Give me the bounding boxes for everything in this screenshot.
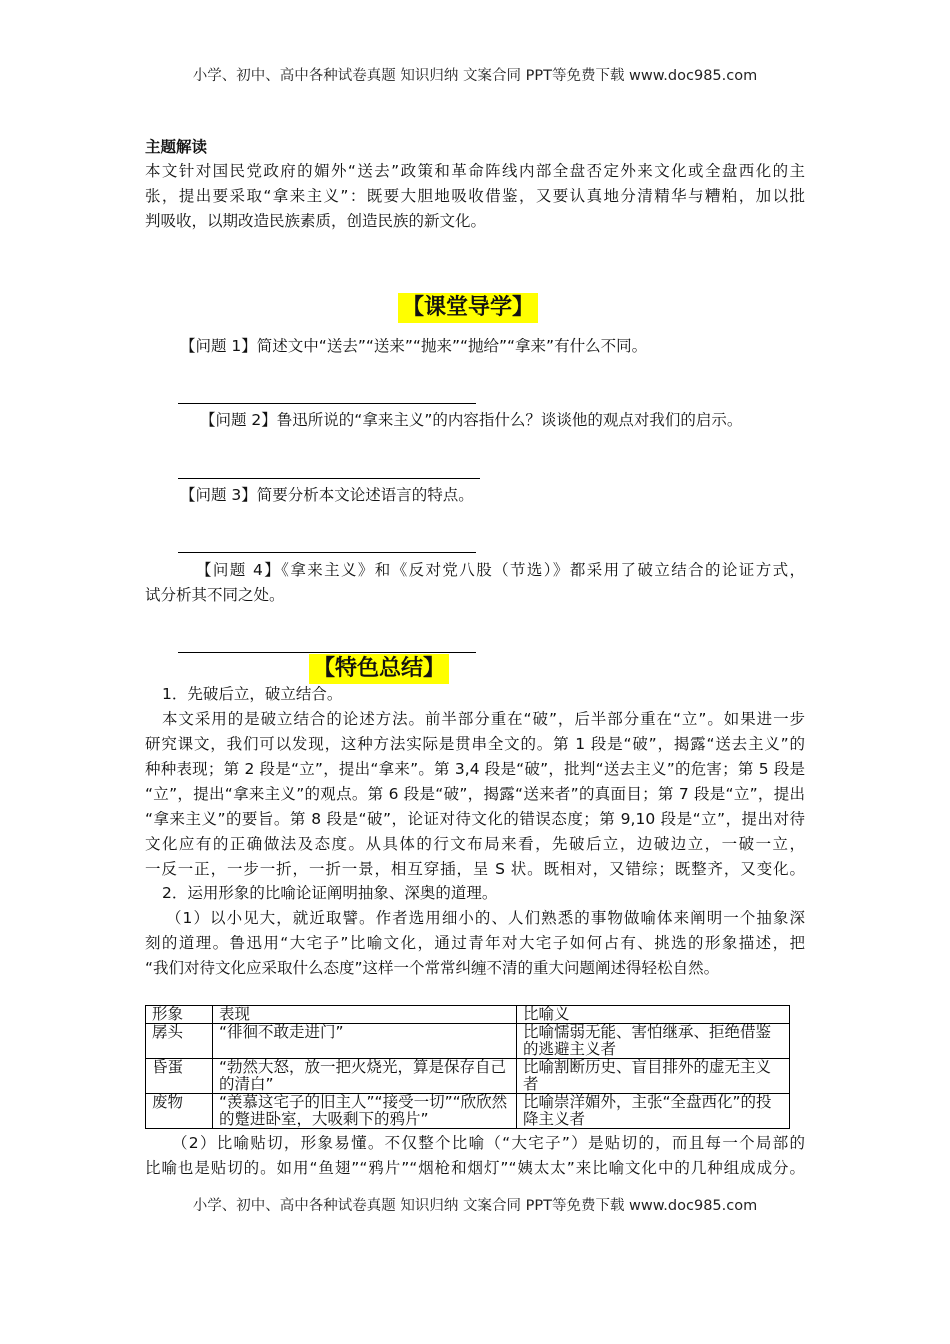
table-cell: “徘徊不敢走进门” [213, 1024, 517, 1059]
answer-line [178, 552, 476, 553]
answer-line [178, 478, 480, 479]
summary-heading: 【特色总结】 [309, 654, 449, 684]
metaphor-table [145, 1005, 790, 1129]
table-cell: 孱头 [146, 1024, 213, 1059]
table-header: 比喻义 [517, 1006, 790, 1024]
point-1-heading: 1．先破后立，破立结合。 [162, 685, 343, 703]
table-header: 表现 [213, 1006, 517, 1024]
point-1-line: 文化应有的正确做法及态度。从具体的行文布局来看，先破后立，边破边立，一破一立， [145, 835, 805, 853]
point-1-line: 种种表现；第 2 段是“立”，提出“拿来”。第 3,4 段是“破”，批判“送去主义”的危害；第 5 段是 [145, 760, 805, 778]
table-cell: 昏蛋 [146, 1059, 213, 1094]
question-4: 【问题 4】《拿来主义》和《反对党八股（节选）》都采用了破立结合的论证方式， [196, 561, 805, 579]
point-2-line: （1）以小见大，就近取譬。作者选用细小的、人们熟悉的事物做喻体来阐明一个抽象深 [166, 909, 805, 927]
point-2-line: 刻的道理。鲁迅用“大宅子”比喻文化，通过青年对大宅子如何占有、挑选的形象描述，把 [145, 934, 805, 952]
theme-line: 张，提出要采取“拿来主义”：既要大胆地吸收借鉴，又要认真地分清精华与糟粕，加以批 [145, 187, 805, 205]
table-cell: 比喻崇洋媚外，主张“全盘西化”的投降主义者 [517, 1094, 790, 1129]
theme-line: 判吸收，以期改造民族素质，创造民族的新文化。 [145, 212, 487, 230]
table-cell: 比喻割断历史、盲目排外的虚无主义者 [517, 1059, 790, 1094]
point-2-sub2-line: （2）比喻贴切，形象易懂。不仅整个比喻（“大宅子”）是贴切的，而且每一个局部的 [172, 1134, 805, 1152]
table-cell: 比喻懦弱无能、害怕继承、拒绝借鉴的逃避主义者 [517, 1024, 790, 1059]
table-row [146, 1059, 790, 1094]
page-footer: 小学、初中、高中各种试卷真题 知识归纳 文案合同 PPT等免费下载 www.doc985.com [192, 1198, 758, 1214]
answer-line [178, 652, 476, 653]
table-cell: 废物 [146, 1094, 213, 1129]
point-1-line: “拿来主义”的要旨。第 8 段是“破”，论证对待文化的错误态度；第 9,10 段是“立”，提出对待 [145, 810, 805, 828]
theme-title: 主题解读 [145, 138, 208, 156]
table-header: 形象 [146, 1006, 213, 1024]
table-cell: “勃然大怒，放一把火烧光，算是保存自己的清白” [213, 1059, 517, 1094]
answer-line [178, 403, 476, 404]
table-cell: “羡慕这宅子的旧主人”“接受一切”“欣欣然的蹩进卧室，大吸剩下的鸦片” [213, 1094, 517, 1129]
page-header: 小学、初中、高中各种试卷真题 知识归纳 文案合同 PPT等免费下载 www.doc985.com [192, 68, 758, 84]
point-1-line: 研究课文，我们可以发现，这种方法实际是贯串全文的。第 1 段是“破”，揭露“送去主义”的 [145, 735, 805, 753]
point-1-line: “立”，提出“拿来主义”的观点。第 6 段是“破”，揭露“送来者”的真面目；第 7 段是“立”，提出 [145, 785, 805, 803]
theme-line: 本文针对国民党政府的媚外“送去”政策和革命阵线内部全盘否定外来文化或全盘西化的主 [145, 162, 805, 180]
question-2: 【问题 2】鲁迅所说的“拿来主义”的内容指什么？谈谈他的观点对我们的启示。 [200, 411, 743, 429]
point-2-sub2-line: 比喻也是贴切的。如用“鱼翅”“鸦片”“烟枪和烟灯”“姨太太”来比喻文化中的几种组成成分。 [145, 1159, 805, 1177]
point-1-line: 一反一正，一步一折，一折一景，相互穿插，呈 S 状。既相对，又错综；既整齐，又变化。 [145, 860, 805, 878]
table-row [146, 1024, 790, 1059]
question-1: 【问题 1】简述文中“送去”“送来”“抛来”“抛给”“拿来”有什么不同。 [180, 337, 648, 355]
guide-heading: 【课堂导学】 [398, 293, 538, 323]
question-4-cont: 试分析其不同之处。 [145, 586, 285, 604]
question-3: 【问题 3】简要分析本文论述语言的特点。 [180, 486, 474, 504]
table-header-row [146, 1006, 790, 1024]
point-1-line: 本文采用的是破立结合的论述方法。前半部分重在“破”，后半部分重在“立”。如果进一步 [162, 710, 805, 728]
point-2-heading: 2．运用形象的比喻论证阐明抽象、深奥的道理。 [162, 884, 498, 902]
table-row [146, 1094, 790, 1129]
point-2-line: “我们对待文化应采取什么态度”这样一个常常纠缠不清的重大问题阐述得轻松自然。 [145, 959, 720, 977]
